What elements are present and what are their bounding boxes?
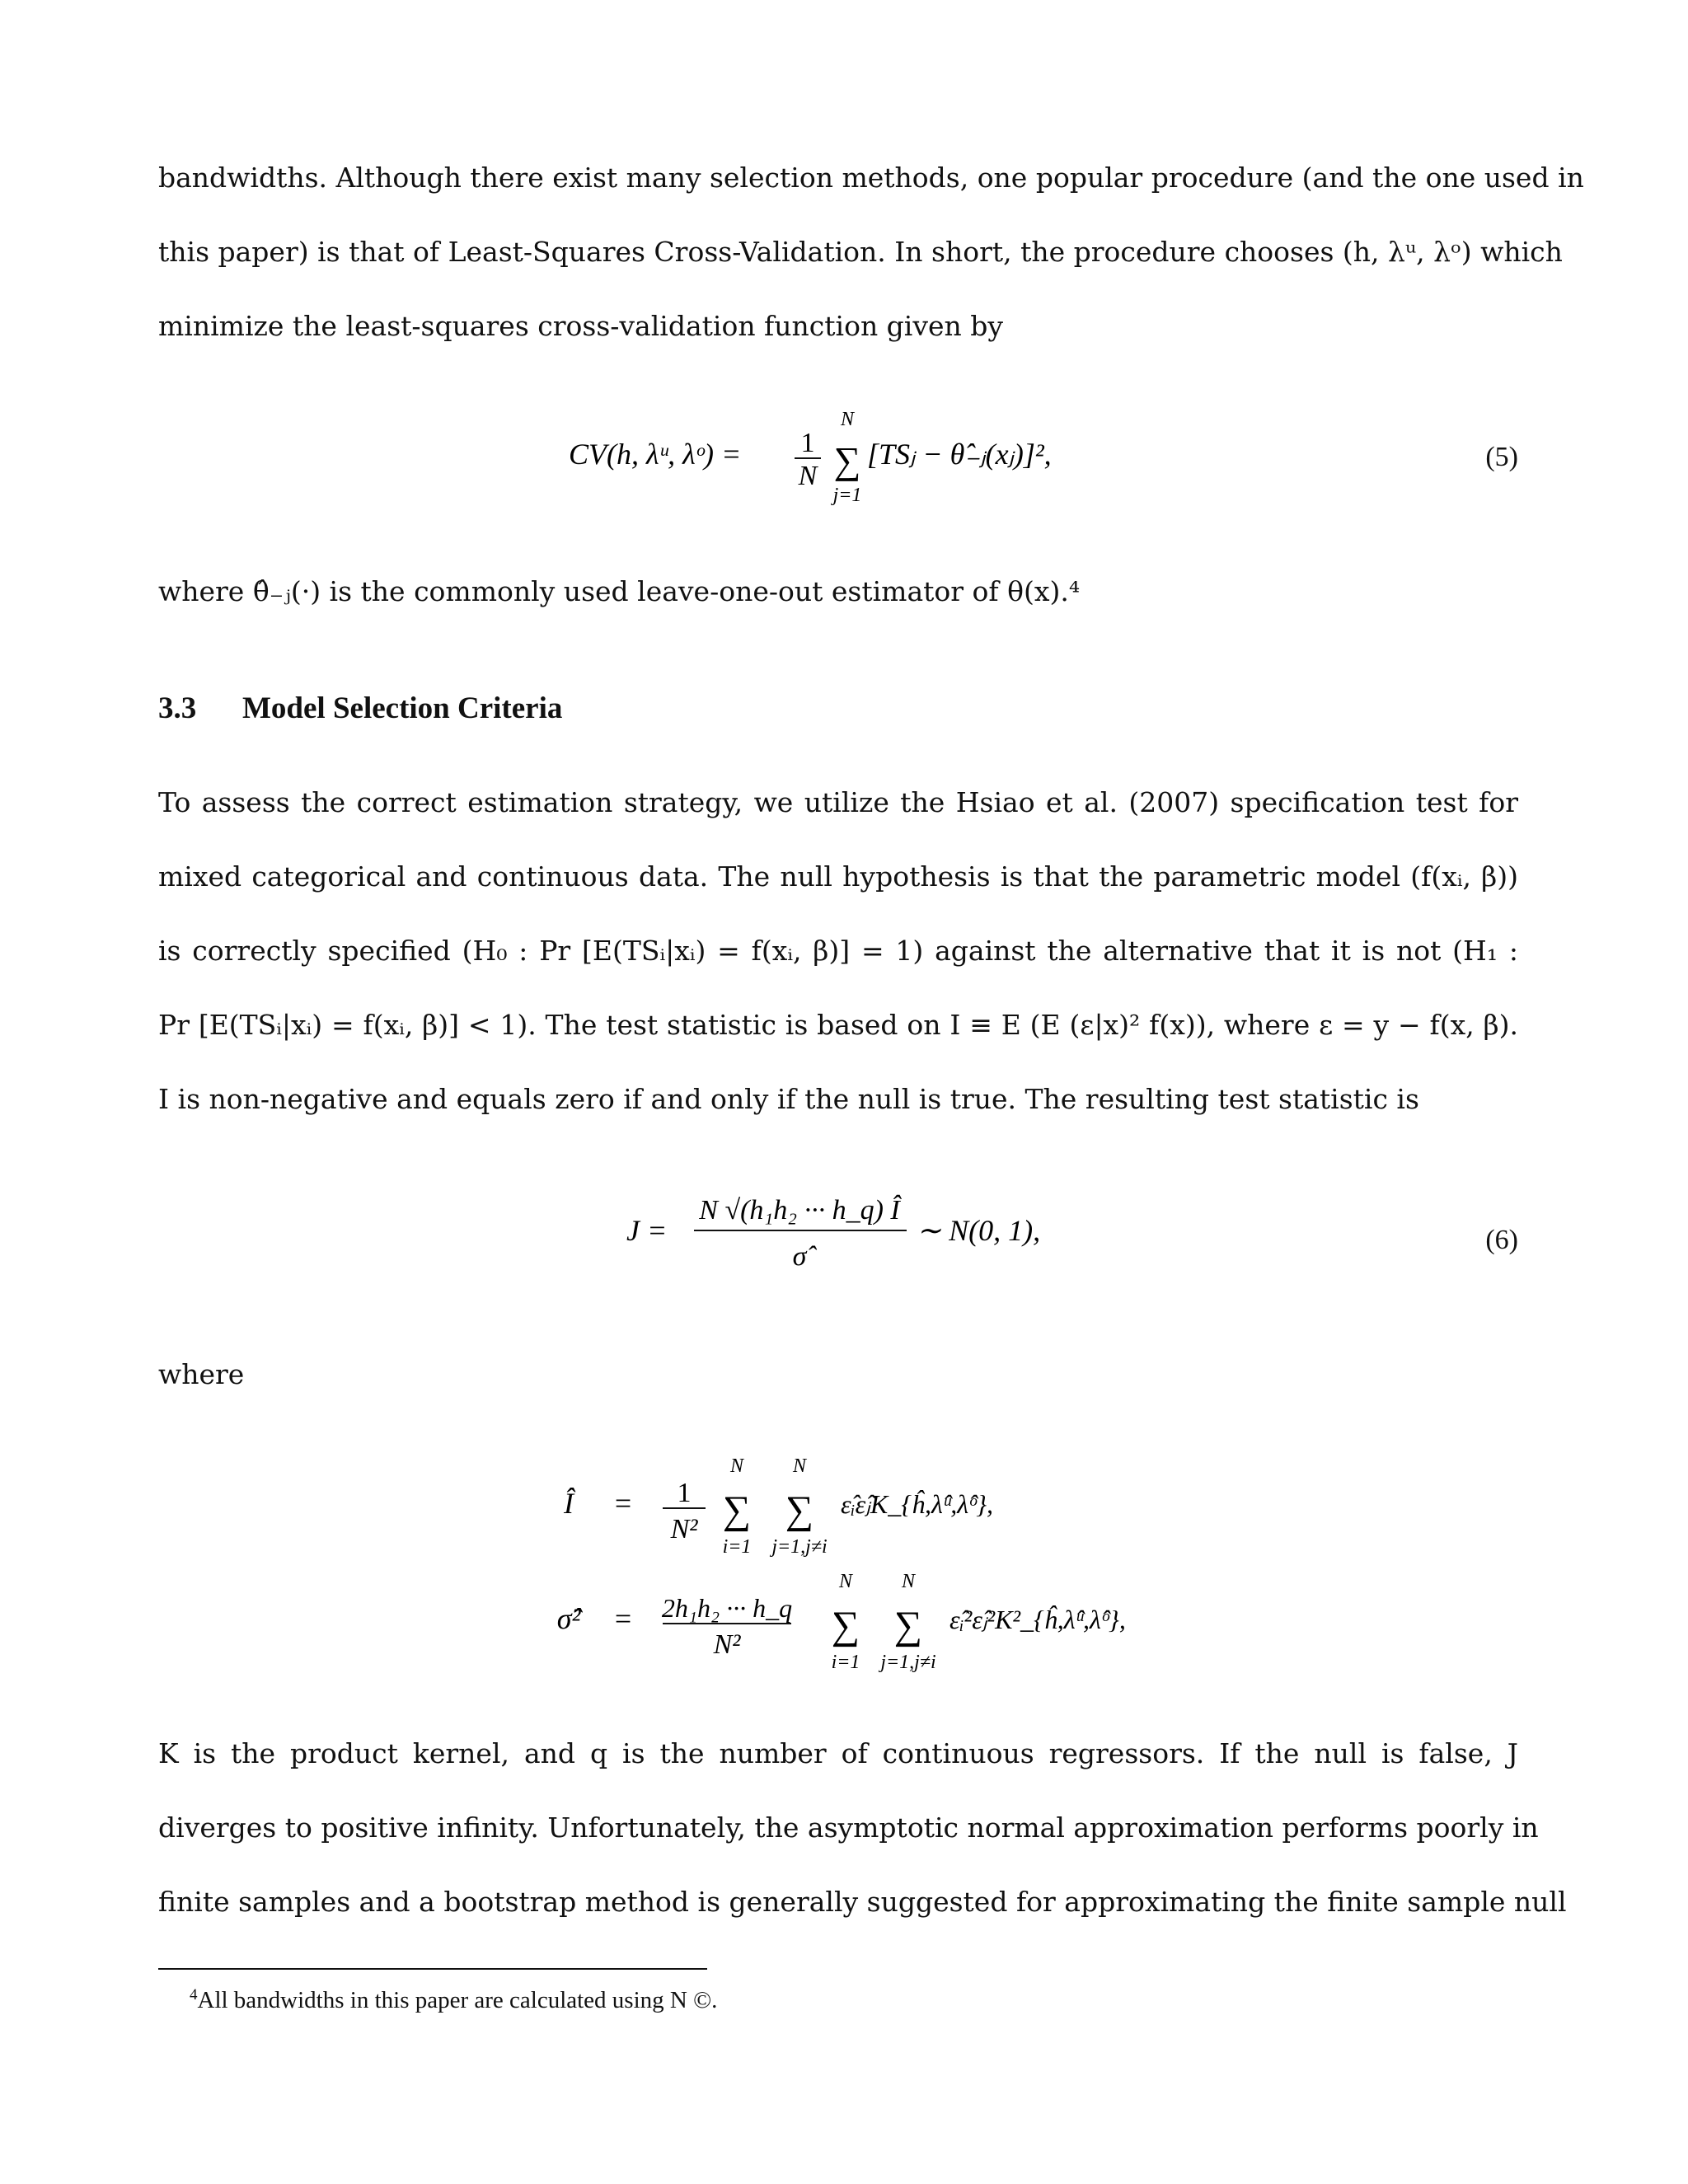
eqI-sum2-bottom: j=1,j≠i bbox=[771, 1536, 828, 1558]
body-text-line: Pr [E(TSᵢ|xᵢ) = f(xᵢ, β)] < 1). The test statistic is based on I ≡ E (E (ε|x)² f(x)), where ε = y − f(x, β). bbox=[158, 1009, 1518, 1041]
equation-i-hat bbox=[528, 1451, 1154, 1566]
eqS-eq: = bbox=[614, 1602, 632, 1635]
eqI-sum2-top: N bbox=[792, 1455, 807, 1477]
eqS-sum1-bottom: i=1 bbox=[831, 1652, 860, 1673]
eqI-sum1-sign: ∑ bbox=[722, 1488, 752, 1532]
equation-sigma-hat bbox=[528, 1566, 1154, 1681]
section-number: 3.3 bbox=[158, 691, 197, 725]
equation-6 bbox=[626, 1183, 1121, 1290]
equation-5-number: (5) bbox=[1485, 442, 1518, 472]
equation-5 bbox=[569, 404, 1162, 519]
eq5-frac-num: 1 bbox=[800, 428, 815, 458]
section-heading bbox=[158, 691, 562, 726]
eqS-lhs: σ̂² bbox=[556, 1602, 581, 1635]
eqI-lhs: Î bbox=[564, 1487, 574, 1520]
eq6-rhs: ∼ N(0, 1), bbox=[917, 1214, 1041, 1247]
body-text-line: finite samples and a bootstrap method is generally suggested for approximating the finite sample null bbox=[158, 1886, 1567, 1918]
eq5-sum-top: N bbox=[840, 409, 855, 430]
eq5-sum-bottom: j=1 bbox=[832, 485, 862, 506]
body-text-line: K is the product kernel, and q is the number of continuous regressors. If the null is false, J bbox=[158, 1737, 1518, 1769]
footnote bbox=[190, 1980, 717, 2016]
body-text-line: diverges to positive infinity. Unfortunately, the asymptotic normal approximation performs poorly in bbox=[158, 1811, 1539, 1844]
body-text-line: I is non-negative and equals zero if and only if the null is true. The resulting test statistic is bbox=[158, 1083, 1419, 1115]
eqI-body: ε̂ᵢε̂ⱼK_{ĥ,λ̂ᵘ,λ̂ᵒ}, bbox=[841, 1489, 994, 1519]
eqS-sum1-top: N bbox=[838, 1571, 853, 1592]
eqS-sum2-sign: ∑ bbox=[893, 1604, 923, 1647]
eqI-sum1-bottom: i=1 bbox=[722, 1536, 752, 1558]
body-text-line: To assess the correct estimation strategy, we utilize the Hsiao et al. (2007) specification test for bbox=[158, 786, 1518, 818]
equation-6-number: (6) bbox=[1485, 1225, 1518, 1255]
eq5-lhs: CV(h, λᵘ, λᵒ) = bbox=[569, 438, 742, 471]
eqS-sum1-sign: ∑ bbox=[831, 1604, 860, 1647]
eqI-frac-den: N² bbox=[670, 1514, 698, 1544]
body-text-line: this paper) is that of Least-Squares Cross-Validation. In short, the procedure chooses (h, λᵘ, λᵒ) which bbox=[158, 236, 1563, 268]
eq5-frac-den: N bbox=[798, 461, 818, 491]
footnote-text: All bandwidths in this paper are calculated using N ©. bbox=[197, 1987, 718, 2013]
eqS-frac-num: 2h₁h₂ ··· h_q bbox=[661, 1593, 793, 1623]
body-text-line: where θ̂₋ⱼ(·) is the commonly used leave-one-out estimator of θ(x).⁴ bbox=[158, 575, 1081, 607]
eqS-frac-den: N² bbox=[713, 1629, 741, 1660]
footnote-rule bbox=[158, 1968, 707, 1970]
body-text-line: minimize the least-squares cross-validation function given by bbox=[158, 310, 1004, 342]
body-text-line: is correctly specified (H₀ : Pr [E(TSᵢ|xᵢ) = f(xᵢ, β)] = 1) against the alternative that it is not (H₁ : bbox=[158, 935, 1518, 967]
eqI-eq: = bbox=[614, 1487, 632, 1520]
eqI-sum2-sign: ∑ bbox=[785, 1488, 814, 1532]
eq6-denominator: σ̂ bbox=[792, 1241, 807, 1272]
eq6-lhs: J = bbox=[626, 1214, 668, 1247]
section-title: Model Selection Criteria bbox=[242, 691, 563, 725]
eqI-sum1-top: N bbox=[729, 1455, 744, 1477]
eq5-body: [TSⱼ − θ̂₋ⱼ(xⱼ)]², bbox=[867, 438, 1052, 471]
eq5-sum-sign: ∑ bbox=[833, 439, 861, 481]
body-text-line: where bbox=[158, 1358, 245, 1390]
footnote-mark: 4 bbox=[190, 1986, 198, 2004]
eqS-sum2-bottom: j=1,j≠i bbox=[880, 1652, 936, 1673]
eqS-body: ε̂ᵢ²ε̂ⱼ²K²_{ĥ,λ̂ᵘ,λ̂ᵒ}, bbox=[950, 1605, 1126, 1634]
eq6-numerator: N √(h₁h₂ ··· h_q) Î bbox=[699, 1195, 900, 1226]
eqS-sum2-top: N bbox=[901, 1571, 916, 1592]
body-text-line: bandwidths. Although there exist many selection methods, one popular procedure (and the one used in bbox=[158, 162, 1584, 194]
body-text-line: mixed categorical and continuous data. The null hypothesis is that the parametric model (f(xᵢ, β)) bbox=[158, 860, 1518, 893]
eqI-frac-num: 1 bbox=[677, 1478, 692, 1508]
